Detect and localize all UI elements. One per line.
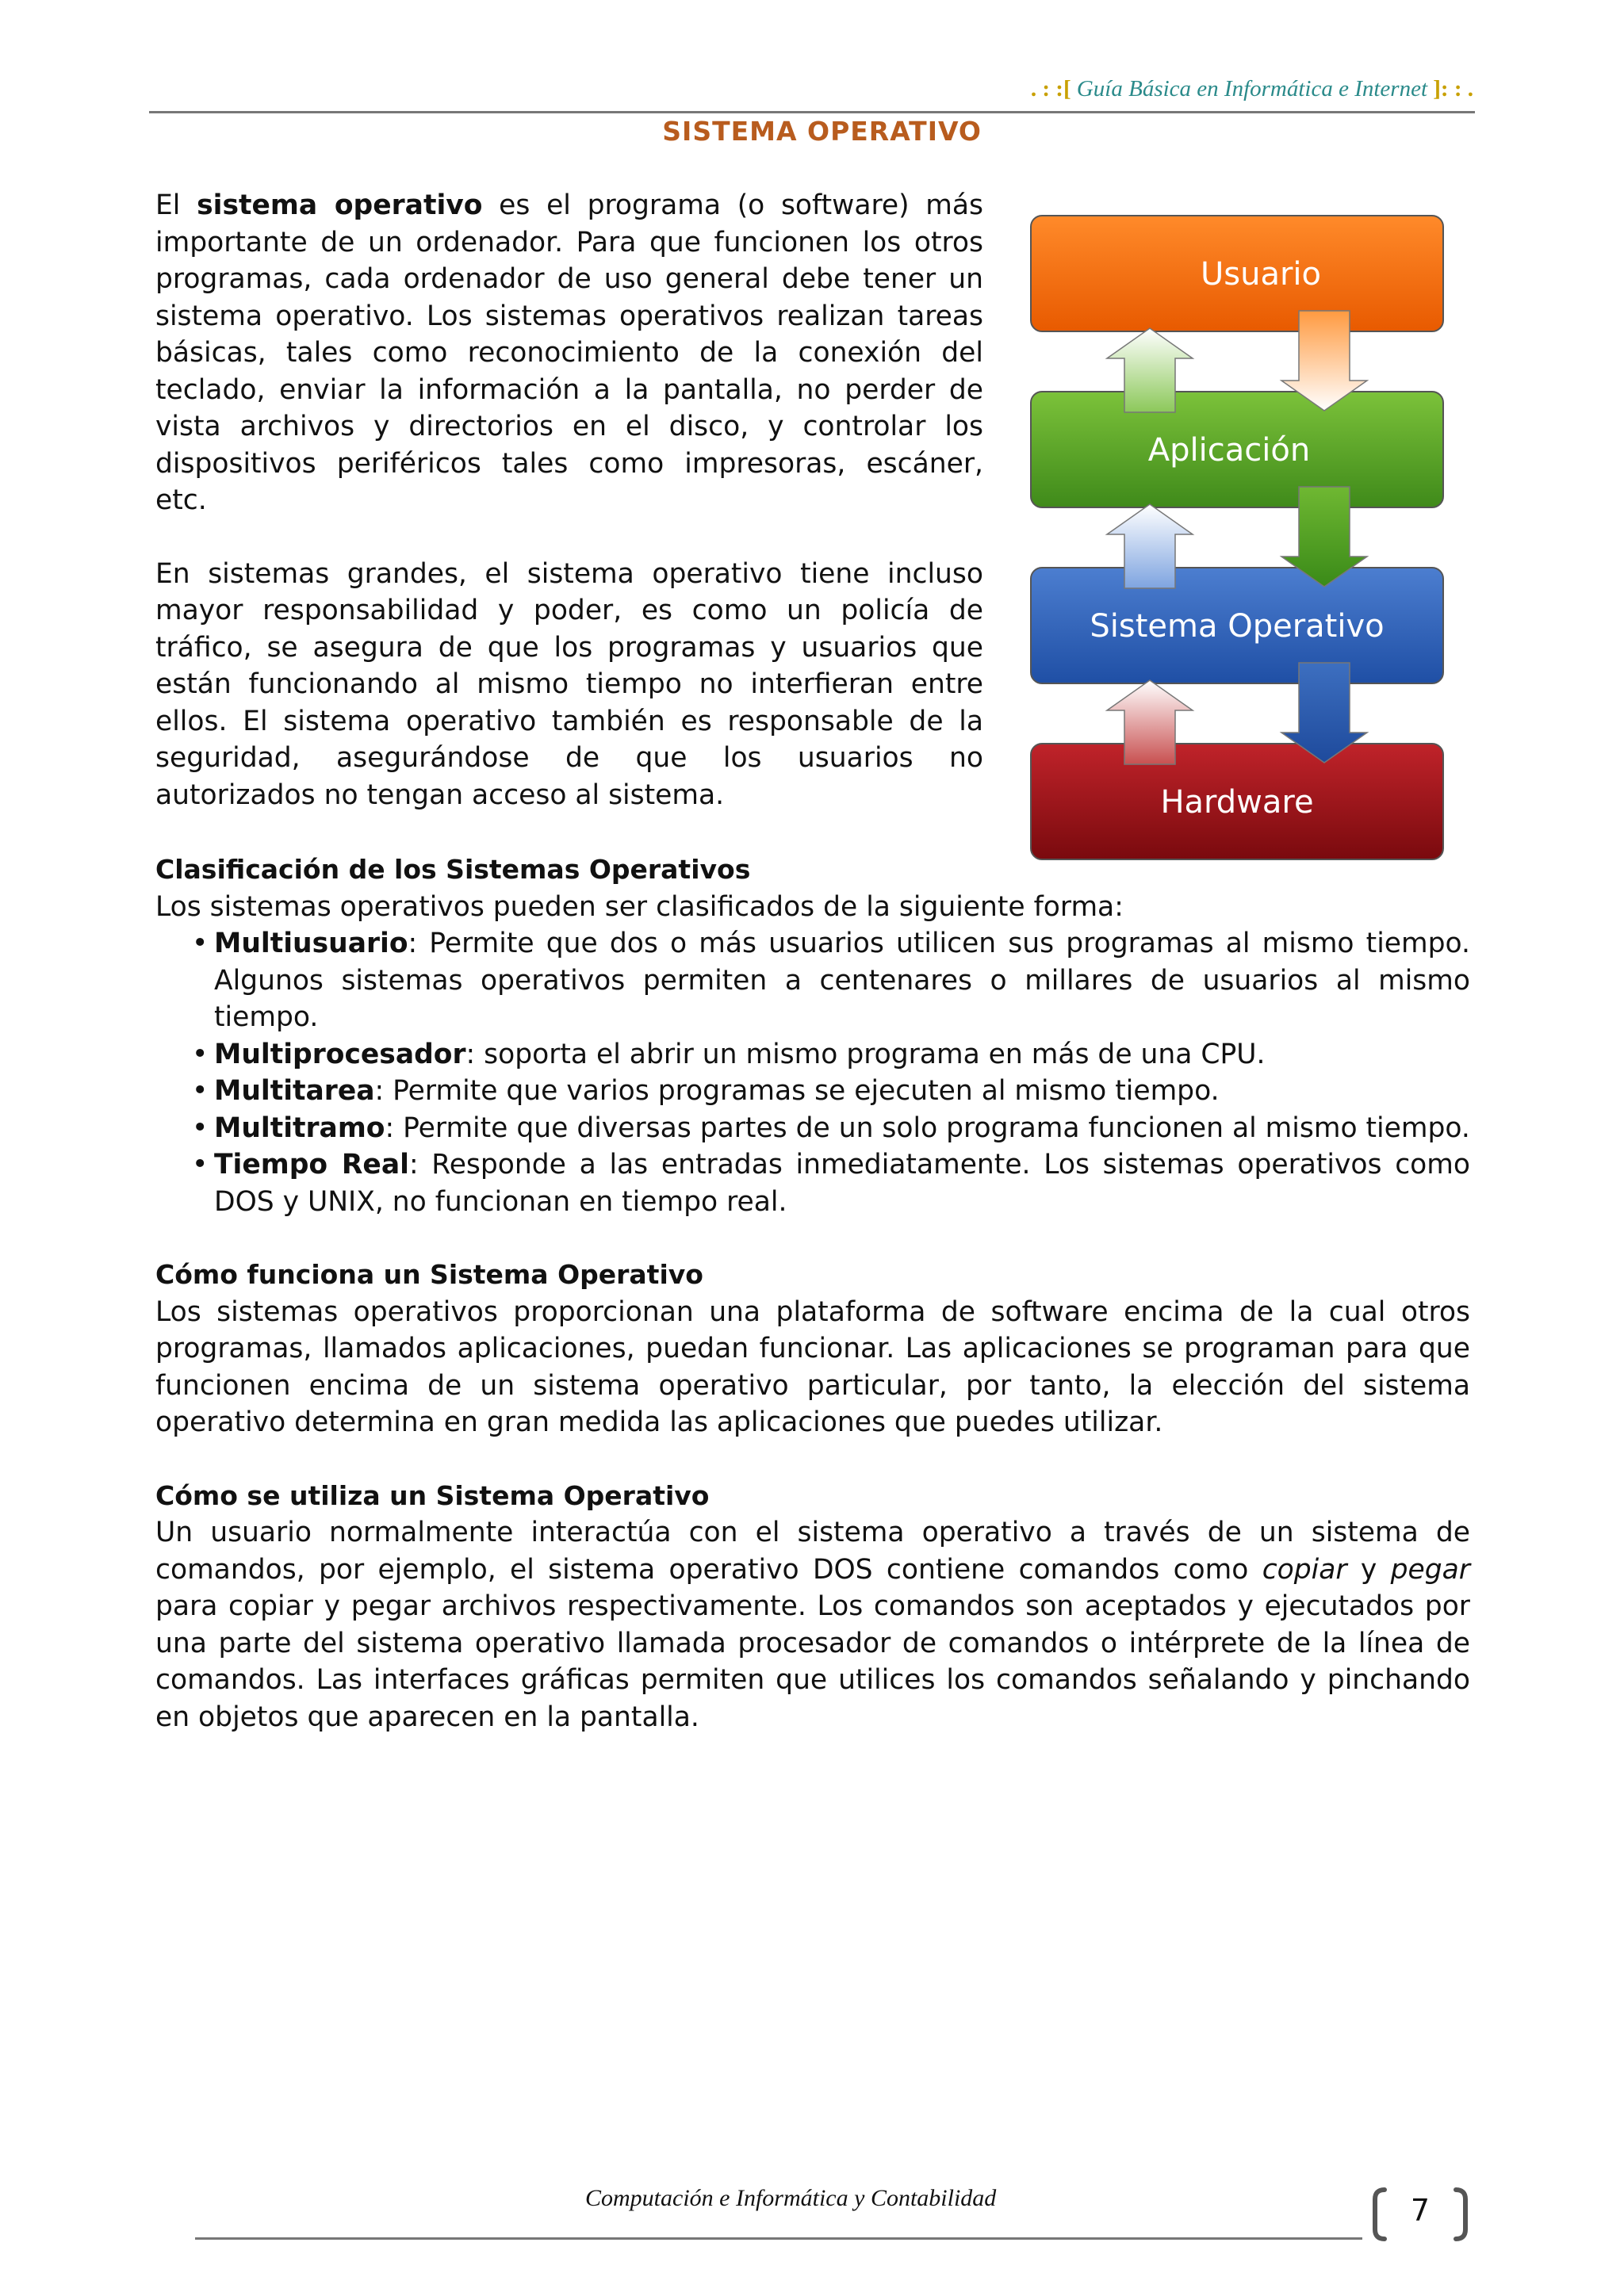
diagram-layers [1031,216,1443,859]
item-term: Multitramo [214,1112,385,1144]
how-used-text-3: para copiar y pegar archivos respectivamente. Los comandos son aceptados y ejecutados por una parte del sistema operativo llamada procesador de comandos o intérprete de la línea de comandos. Las interfaces gráficas permiten que utilices los comandos señalando y pinchando en objetos que aparecen en la pantalla. [155,1590,1470,1733]
how-used-paragraph [155,1514,1470,1735]
item-desc: : Permite que diversas partes de un solo programa funcionen al mismo tiempo. [385,1112,1470,1144]
running-header [1031,76,1473,102]
classification-heading: Clasificación de los Sistemas Operativos [155,854,751,885]
item-desc: : soporta el abrir un mismo programa en más de una CPU. [465,1038,1266,1070]
header-prefix: . : :[ [1030,76,1071,101]
item-term: Multitarea [214,1075,375,1107]
item-term: Multiprocesador [214,1038,466,1070]
footer-text: Computación e Informática y Contabilidad [585,2185,997,2211]
item-term: Tiempo Real [214,1149,409,1181]
page-number-box [1370,2187,1470,2242]
layer-label-hardware: Hardware [1160,784,1314,821]
layer-label-usuario: Usuario [1200,256,1322,293]
intro-section [155,187,983,850]
intro-paragraph-2: En sistemas grandes, el sistema operativo tiene incluso mayor responsabilidad y poder, es como un policía de tráfico, se asegura de que los programas y usuarios que están funcionando al mismo tiempo no interfieran entre ellos. El sistema operativo también es responsable de la seguridad, asegurándose de que los usuarios no autorizados no tengan acceso al sistema. [155,557,983,811]
list-item [214,1146,1470,1220]
diagram-arrows [1107,311,1367,764]
classification-list [155,925,1470,1220]
main-content [155,851,1470,1735]
how-used-text-2: y [1346,1553,1391,1586]
item-desc: : Responde a las entradas inmediatamente. Los sistemas operativos como DOS y UNIX, no funcionan en tiempo real. [214,1149,1471,1218]
how-used-text-1: Un usuario normalmente interactúa con el sistema operativo a través de un sistema de comandos, por ejemplo, el sistema operativo DOS contiene comandos como [155,1517,1470,1586]
list-item [214,1073,1470,1110]
item-desc: : Permite que varios programas se ejecuten al mismo tiempo. [374,1075,1220,1107]
how-works-paragraph: Los sistemas operativos proporcionan una plataforma de software encima de la cual otros programas, llamados aplicaciones, puedan funcionar. Las aplicaciones se programan para que funcionen encima de un sistema operativo particular, por tanto, la elección del sistema operativo determina en gran medida las aplicaciones que puedes utilizar. [155,1295,1470,1438]
os-layers-diagram [1015,203,1459,869]
page-number: 7 [1410,2193,1431,2228]
how-used-italic-copiar: copiar [1262,1553,1347,1586]
list-item [214,925,1470,1036]
layer-label-sistema-operativo: Sistema Operativo [1090,608,1385,645]
header-rule [149,111,1475,113]
layer-label-aplicacion: Aplicación [1147,432,1311,469]
how-works-heading: Cómo funciona un Sistema Operativo [155,1259,703,1290]
how-used-heading: Cómo se utiliza un Sistema Operativo [155,1479,710,1511]
page-title: SISTEMA OPERATIVO [662,116,982,147]
header-guide-title: Guía Básica en Informática e Internet [1071,76,1434,101]
footer-rule [195,2237,1362,2240]
list-item [214,1110,1470,1147]
header-suffix: ]: : . [1433,76,1473,101]
list-item [214,1036,1470,1073]
how-used-italic-pegar: pegar [1390,1553,1470,1586]
item-desc: : Permite que dos o más usuarios utilicen sus programas al mismo tiempo. Algunos sistemas operativos permiten a centenares o millares de usuarios al mismo tiempo. [214,928,1470,1033]
classification-intro: Los sistemas operativos pueden ser clasificados de la siguiente forma: [155,890,1124,923]
intro-paragraph-1 [155,187,983,519]
intro-p1-pre: El [155,189,197,221]
intro-p1-bold: sistema operativo [197,189,483,221]
intro-p1-post: es el programa (o software) más importante de un ordenador. Para que funcionen los otros programas, cada ordenador de uso general debe tener un sistema operativo. Los sistemas operativos realizan tareas básicas, tales como reconocimiento de la conexión del teclado, enviar la información a la pantalla, no perder de vista archivos y directorios en el disco, y controlar los dispositivos periféricos tales como impresoras, escáner, etc. [155,189,983,516]
item-term: Multiusuario [214,928,408,959]
